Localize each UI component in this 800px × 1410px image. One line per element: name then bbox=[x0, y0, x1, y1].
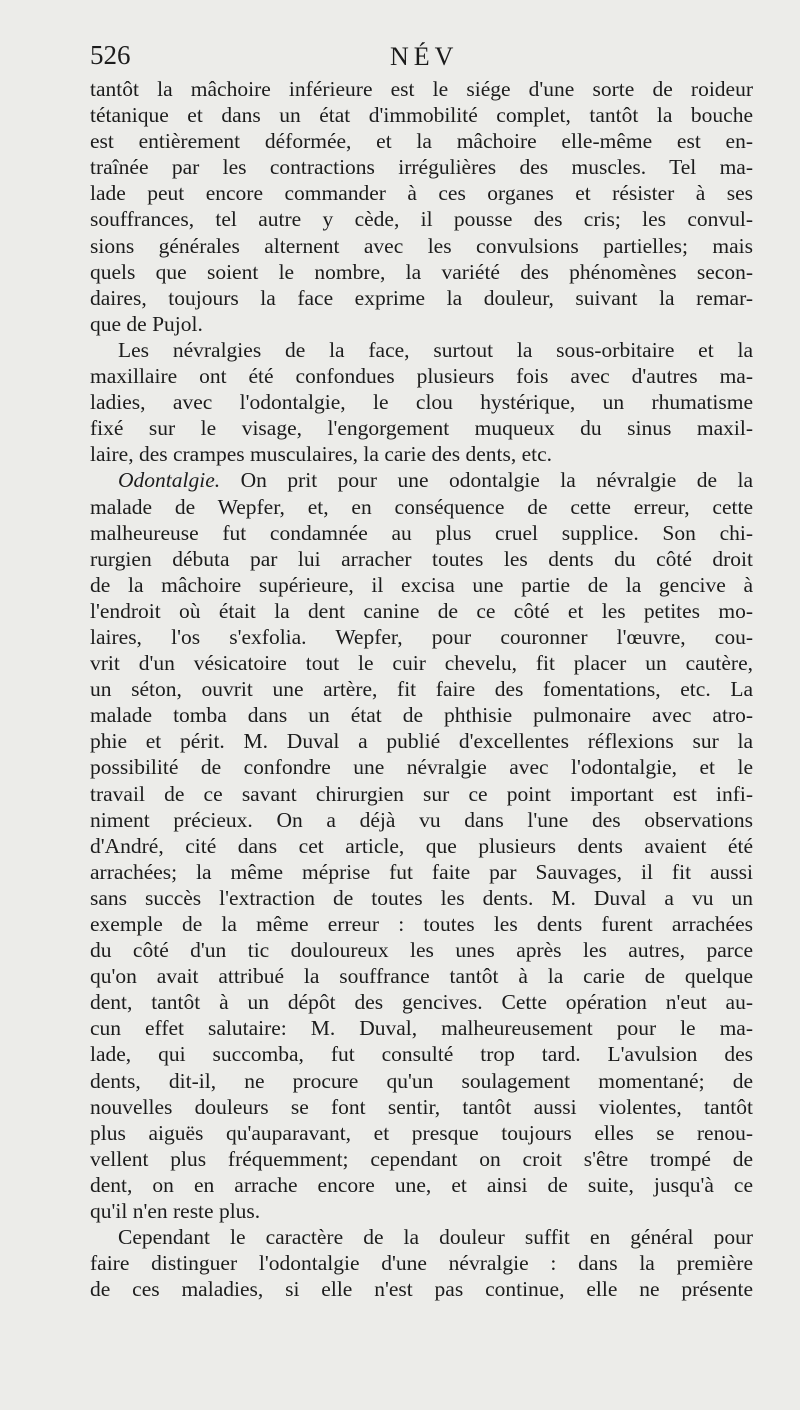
text-line: dent, on en arrache encore une, et ainsi de suite, jusqu'à ce bbox=[90, 1172, 753, 1197]
text-line: plus aiguës qu'auparavant, et presque toujours elles se renou- bbox=[90, 1120, 753, 1145]
text-line: tétanique et dans un état d'immobilité complet, tantôt la bouche bbox=[90, 103, 753, 128]
text-line: vrit d'un vésicatoire tout le cuir chevelu, fit placer un cautère, bbox=[90, 651, 753, 676]
paragraph-2 bbox=[90, 337, 753, 467]
paragraph-1 bbox=[90, 76, 753, 337]
text-line: que de Pujol. bbox=[90, 311, 203, 336]
text-line: de la mâchoire supérieure, il excisa une partie de la gencive à bbox=[90, 572, 753, 597]
page-number: 526 bbox=[90, 40, 131, 70]
text-line: daires, toujours la face exprime la douleur, suivant la remar- bbox=[90, 285, 753, 310]
text-line: l'endroit où était la dent canine de ce côté et les petites mo- bbox=[90, 598, 753, 623]
page-header bbox=[90, 40, 750, 74]
text-line: sans succès l'extraction de toutes les dents. M. Duval a vu un bbox=[90, 885, 753, 910]
text-line: sions générales alternent avec les convulsions partielles; mais bbox=[90, 233, 753, 258]
text-line: ladies, avec l'odontalgie, le clou hystérique, un rhumatisme bbox=[90, 390, 753, 415]
text-line: lade, qui succomba, fut consulté trop tard. L'avulsion des bbox=[90, 1042, 753, 1067]
text-line: qu'il n'en reste plus. bbox=[90, 1199, 261, 1224]
text-line: malade de Wepfer, et, en conséquence de cette erreur, cette bbox=[90, 494, 753, 519]
text-line: malade tomba dans un état de phthisie pulmonaire avec atro- bbox=[90, 703, 753, 728]
text-line: Les névralgies de la face, surtout la sous-orbitaire et la bbox=[118, 337, 753, 362]
text-line: de ces maladies, si elle n'est pas continue, elle ne présente bbox=[90, 1277, 753, 1302]
text-line: fixé sur le visage, l'engorgement muqueux du sinus maxil- bbox=[90, 416, 753, 441]
text-line: tantôt la mâchoire inférieure est le siége d'une sorte de roideur bbox=[90, 77, 753, 101]
text-line: nouvelles douleurs se font sentir, tantôt aussi violentes, tantôt bbox=[90, 1094, 753, 1119]
text-line: d'André, cité dans cet article, que plusieurs dents avaient été bbox=[90, 833, 753, 858]
text-line: arrachées; la même méprise fut faite par Sauvages, il fit aussi bbox=[90, 859, 753, 884]
text-line: souffrances, tel autre y cède, il pousse des cris; les convul- bbox=[90, 207, 753, 232]
text-line: un séton, ouvrit une artère, fit faire des fomentations, etc. La bbox=[90, 677, 753, 702]
text-line: est entièrement déformée, et la mâchoire elle-même est en- bbox=[90, 129, 753, 154]
text-line: dents, dit-il, ne procure qu'un soulagement momentané; de bbox=[90, 1068, 753, 1093]
text-line: vellent plus fréquemment; cependant on croit s'être trompé de bbox=[90, 1146, 753, 1171]
text-line: rurgien débuta par lui arracher toutes les dents du côté droit bbox=[90, 546, 753, 571]
text-line: faire distinguer l'odontalgie d'une névralgie : dans la première bbox=[90, 1251, 753, 1276]
paragraph-odontalgie bbox=[90, 467, 753, 1224]
text-line: exemple de la même erreur : toutes les dents furent arrachées bbox=[90, 912, 753, 936]
text-line: possibilité de confondre une névralgie avec l'odontalgie, et le bbox=[90, 755, 753, 780]
body-text bbox=[90, 76, 753, 1302]
text-line bbox=[90, 467, 753, 493]
text-fragment: On prit pour une odontalgie la névralgie de la bbox=[220, 468, 753, 493]
text-line: traînée par les contractions irrégulières des muscles. Tel ma- bbox=[90, 155, 753, 180]
text-line: malheureuse fut condamnée au plus cruel supplice. Son chi- bbox=[90, 520, 753, 545]
text-line: laires, l'os s'exfolia. Wepfer, pour couronner l'œuvre, cou- bbox=[90, 624, 753, 649]
text-line: quels que soient le nombre, la variété des phénomènes secon- bbox=[90, 259, 753, 284]
text-line: travail de ce savant chirurgien sur ce point important est infi- bbox=[90, 781, 753, 806]
text-line: Cependant le caractère de la douleur suffit en général pour bbox=[118, 1225, 753, 1250]
text-line: du côté d'un tic douloureux les unes après les autres, parce bbox=[90, 938, 753, 963]
text-line: niment précieux. On a déjà vu dans l'une des observations bbox=[90, 807, 753, 832]
text-line: maxillaire ont été confondues plusieurs fois avec d'autres ma- bbox=[90, 364, 753, 389]
text-line: qu'on avait attribué la souffrance tantôt à la carie de quelque bbox=[90, 964, 753, 989]
running-head: NÉV bbox=[390, 42, 459, 71]
text-line: cun effet salutaire: M. Duval, malheureusement pour le ma- bbox=[90, 1016, 753, 1041]
section-term: Odontalgie. bbox=[118, 468, 221, 493]
text-line: phie et périt. M. Duval a publié d'excellentes réflexions sur la bbox=[90, 729, 753, 754]
text-line: laire, des crampes musculaires, la carie des dents, etc. bbox=[90, 442, 553, 467]
text-line: dent, tantôt à un dépôt des gencives. Cette opération n'eut au- bbox=[90, 990, 753, 1015]
text-line: lade peut encore commander à ces organes et résister à ses bbox=[90, 181, 753, 206]
paragraph-4 bbox=[90, 1224, 753, 1302]
